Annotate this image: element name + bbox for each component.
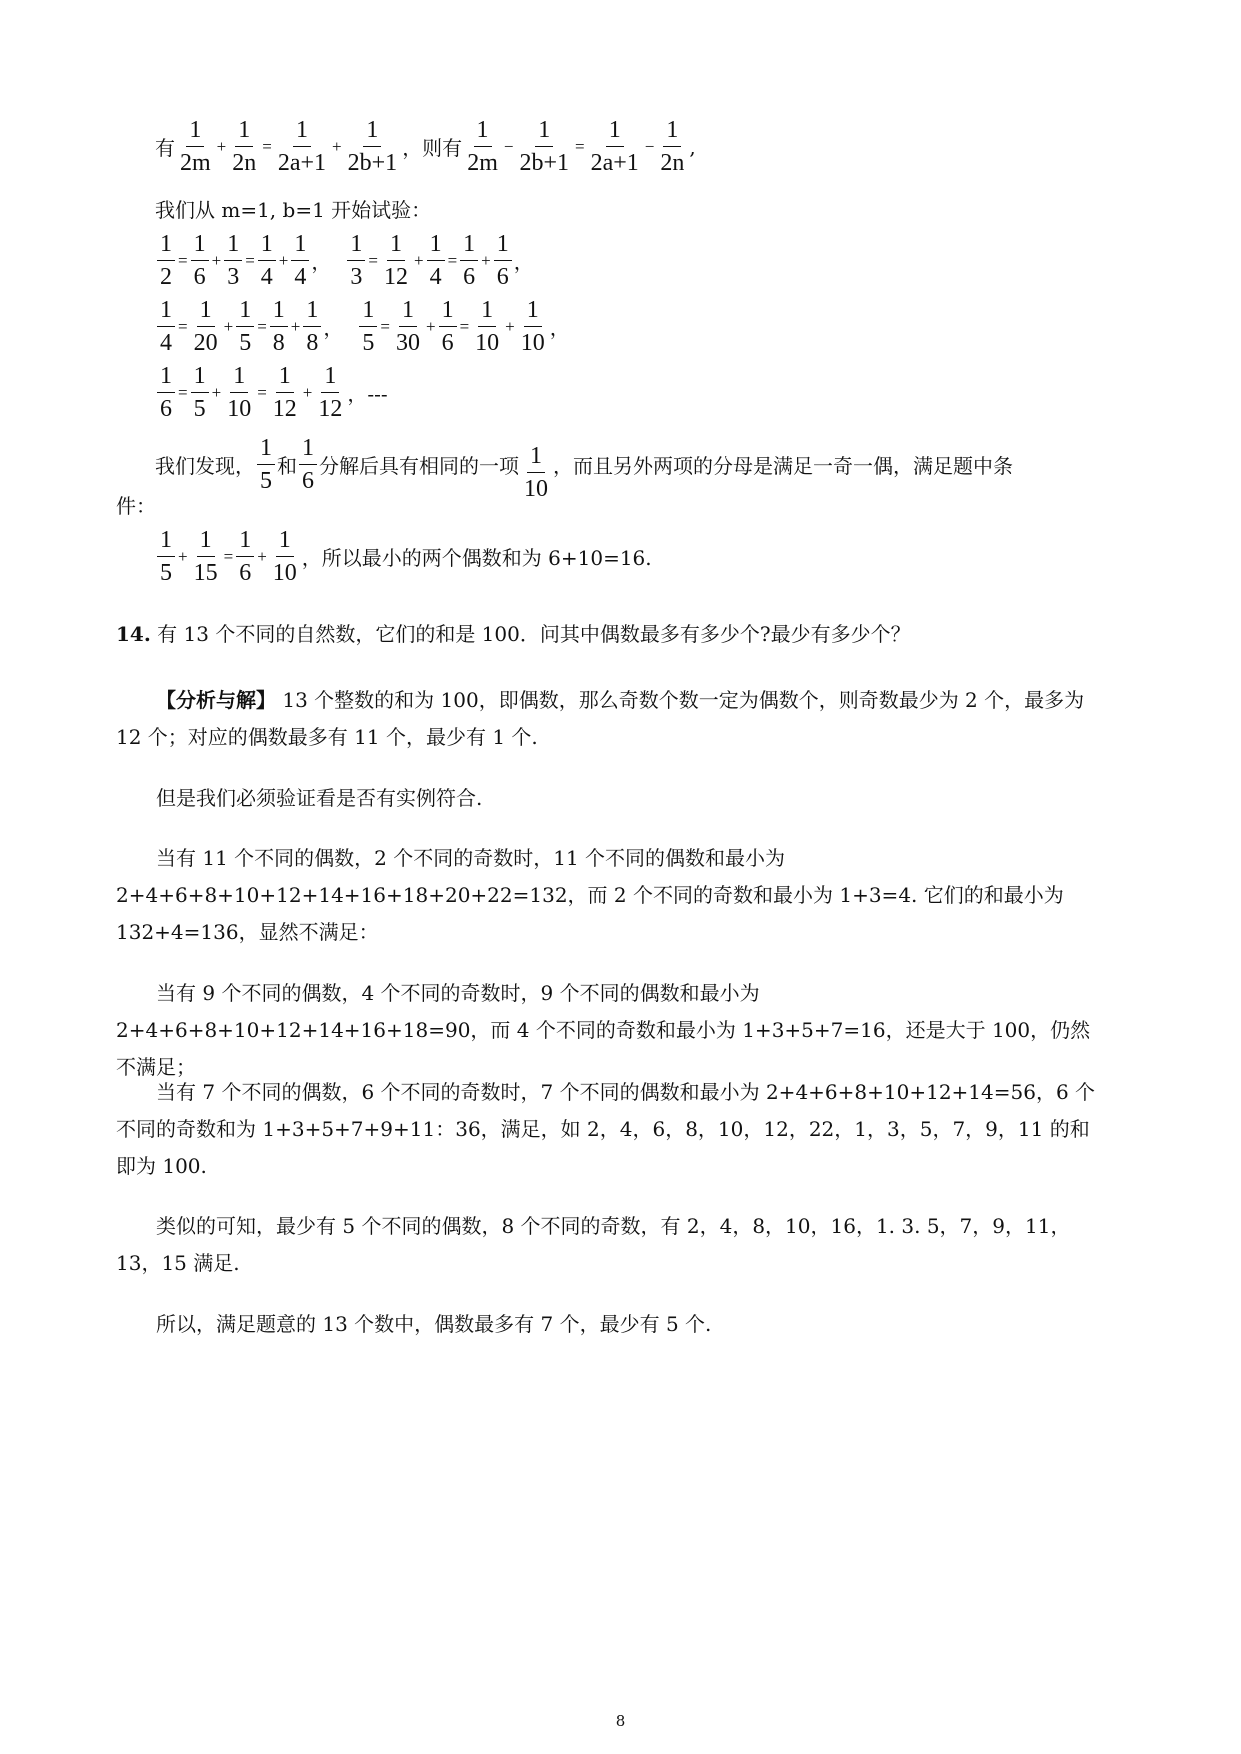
fraction: $\frac{1}{10}$ <box>227 363 252 422</box>
fraction: $\frac{1}{6}$ <box>236 528 254 585</box>
comma: , <box>689 134 696 159</box>
analysis-paragraph <box>116 682 1096 756</box>
discovery-continuation: 件： <box>116 494 156 518</box>
plus-sign: + <box>216 136 227 156</box>
fraction: $\frac{1}{2n}$ <box>232 117 257 176</box>
question-number: 14. <box>116 622 151 646</box>
fraction: $\frac{1}{6}$ <box>299 436 317 493</box>
fraction: $\frac{1}{2n}$ <box>660 117 685 176</box>
fraction: $\frac{1}{2b+1}$ <box>519 117 569 176</box>
try-line: 我们从 m=1, b=1 开始试验： <box>155 198 432 222</box>
minus-sign: − <box>503 136 514 156</box>
fraction: $\frac{1}{8}$ <box>270 298 288 355</box>
conclusion-paragraph: 所以，满足题意的 13 个数中，偶数最多有 7 个，最少有 5 个. <box>156 1312 712 1336</box>
fraction: $\frac{1}{2}$ <box>157 232 175 289</box>
fraction: $\frac{1}{10}$ <box>475 297 500 356</box>
equation-line-1 <box>155 118 696 175</box>
question-text: 有 13 个不同的自然数，它们的和是 100．问其中偶数最多有多少个?最少有多少个？ <box>157 622 911 646</box>
fraction: $\frac{1}{12}$ <box>272 363 297 422</box>
text-you: 有 <box>155 136 175 160</box>
fraction: $\frac{1}{6}$ <box>460 232 478 289</box>
case-9-paragraph: 当有 9 个不同的偶数，4 个不同的奇数时，9 个不同的偶数和最小为 2+4+6+8+10+12+14+16+18=90，而 4 个不同的奇数和最小为 1+3+5+7=16，还是大于 100，仍然不满足； <box>116 981 1091 1079</box>
fraction: $\frac{1}{2a+1}$ <box>277 117 327 176</box>
fraction: $\frac{1}{10}$ <box>520 297 545 356</box>
fraction: $\frac{1}{12}$ <box>383 231 408 290</box>
similar-paragraph: 类似的可知，最少有 5 个不同的偶数，8 个不同的奇数，有 2，4，8，10，16，1. 3. 5，7，9，11，13，15 满足. <box>116 1214 1071 1275</box>
fraction: $\frac{1}{10}$ <box>272 527 297 586</box>
fraction: $\frac{1}{5}$ <box>157 528 175 585</box>
fraction: $\frac{1}{12}$ <box>318 363 343 422</box>
minus-sign: − <box>644 136 655 156</box>
equation-row-1: $\frac{1}{2}$ = $\frac{1}{6}$ + $\frac{1}{3}$ = $\frac{1}{4}$ + $\frac{1}{4}$ ， $\frac{1}{3}$ = $\frac{1}{12}$ + $\frac{1}{4}$ = $\frac{1}{6}$ + $\frac{1}{6}$ ， <box>155 232 534 289</box>
fraction: $\frac{1}{5}$ <box>191 364 209 421</box>
fraction: $\frac{1}{2b+1}$ <box>347 117 398 176</box>
analysis-text: 13 个整数的和为 100，即偶数，那么奇数个数一定为偶数个，则奇数最少为 2 个，最多为 12 个；对应的偶数最多有 11 个，最少有 1 个. <box>116 688 1085 749</box>
fraction: $\frac{1}{8}$ <box>303 298 321 355</box>
question-14 <box>116 624 911 644</box>
discovery-line: 我们发现， $\frac{1}{5}$ 和 $\frac{1}{6}$ 分解后具有相同的一项 $\frac{1}{10}$ ，而且另外两项的分母是满足一奇一偶，满足题中条 <box>155 435 1013 502</box>
fraction: $\frac{1}{6}$ <box>157 364 175 421</box>
fraction: $\frac{1}{2m}$ <box>467 117 498 176</box>
text-ze-you: ，则有 <box>402 136 463 160</box>
page-number: 8 <box>615 1712 626 1730</box>
fraction: $\frac{1}{20}$ <box>193 297 218 356</box>
equation-row-2: $\frac{1}{4}$ = $\frac{1}{20}$ + $\frac{1}{5}$ = $\frac{1}{8}$ + $\frac{1}{8}$ ， $\frac{1}{5}$ = $\frac{1}{30}$ + $\frac{1}{6}$ = $\frac{1}{10}$ + $\frac{1}{10}$ ， <box>155 298 570 355</box>
fraction: $\frac{1}{5}$ <box>236 298 254 355</box>
fraction: $\frac{1}{3}$ <box>347 232 365 289</box>
final-equation-line: $\frac{1}{5}$ + $\frac{1}{15}$ = $\frac{1}{6}$ + $\frac{1}{10}$ ，所以最小的两个偶数和为 6+10=16. <box>155 528 652 585</box>
fraction: $\frac{1}{4}$ <box>427 232 445 289</box>
equation-row-3: $\frac{1}{6}$ = $\frac{1}{5}$ + $\frac{1}{10}$ = $\frac{1}{12}$ + $\frac{1}{12}$ ，--- <box>155 364 388 421</box>
case-7-paragraph: 当有 7 个不同的偶数，6 个不同的奇数时，7 个不同的偶数和最小为 2+4+6+8+10+12+14=56，6 个不同的奇数和为 1+3+5+7+9+11：36，满足，如 2，4，6，8，10，12，22，1，3，5，7，9，11 的和即为 100. <box>116 1080 1096 1178</box>
case-11-paragraph: 当有 11 个不同的偶数，2 个不同的奇数时，11 个不同的偶数和最小为 2+4+6+8+10+12+14+16+18+20+22=132，而 2 个不同的奇数和最小为 1+3=4. 它们的和最小为 132+4=136，显然不满足： <box>116 846 1064 944</box>
fraction: $\frac{1}{5}$ <box>359 298 377 355</box>
fraction: $\frac{1}{4}$ <box>258 232 276 289</box>
fraction: $\frac{1}{10}$ <box>524 443 548 502</box>
fraction: $\frac{1}{5}$ <box>257 436 275 493</box>
fraction: $\frac{1}{15}$ <box>193 527 218 586</box>
fraction: $\frac{1}{3}$ <box>224 232 242 289</box>
fraction: $\frac{1}{6}$ <box>494 232 512 289</box>
fraction: $\frac{1}{30}$ <box>395 297 420 356</box>
fraction: $\frac{1}{2m}$ <box>180 117 211 176</box>
analysis-label: 【分析与解】 <box>156 688 276 712</box>
fraction: $\frac{1}{6}$ <box>191 232 209 289</box>
fraction: $\frac{1}{4}$ <box>291 232 309 289</box>
fraction: $\frac{1}{4}$ <box>157 298 175 355</box>
fraction: $\frac{1}{2a+1}$ <box>590 117 639 176</box>
verify-paragraph: 但是我们必须验证看是否有实例符合. <box>156 786 483 810</box>
equals-sign: = <box>262 136 272 156</box>
fraction: $\frac{1}{6}$ <box>439 298 457 355</box>
equals-sign: = <box>575 136 585 156</box>
plus-sign: + <box>332 136 342 156</box>
